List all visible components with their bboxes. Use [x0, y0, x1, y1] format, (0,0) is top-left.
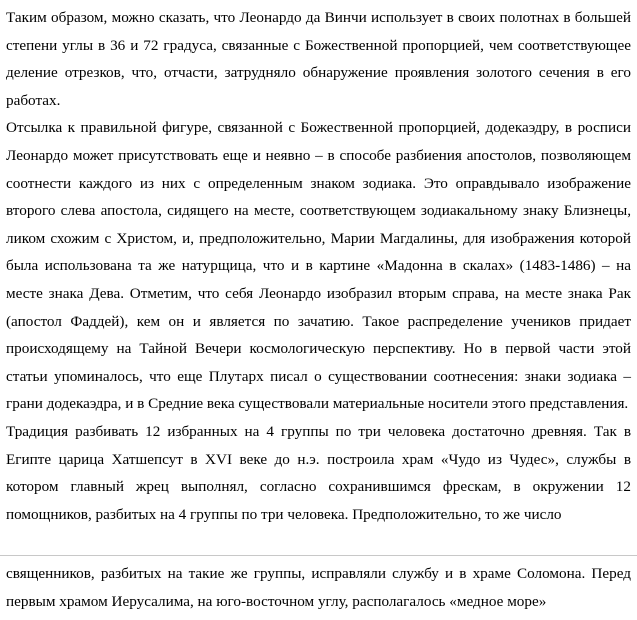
paragraph-dodecahedron-reference: Отсылка к правильной фигуре, связанной с Божественной пропорцией, додекаэдру, в росписи Леонардо может присутствовать еще и неявно – в способе разбиения апостолов, позволяющем соотнести каждого из них с определенным знаком зодиака. Это оправдывало изображение второго слева апостола, сидящего на месте, соответствующем зодиакальному знаку Близнецы, ликом схожим с Христом, и, предположительно, Марии Магдалины, для изображения которой была использована та же натурщица, что и в картине «Мадонна в скалах» (1483-1486) – на месте знака Дева. Отметим, что себя Леонардо изобразил вторым справа, на месте знака Рак (апостол Фаддей), кем он и является по зачатию. Такое распределение учеников придает происходящему на Тайной Вечери космологическую перспективу. Но в первой части этой статьи упоминалось, что еще Плутарх писал о существовании соотнесения: знаки зодиака – грани додекаэдра, и в Средние века существовали материальные носители этого представления.: [6, 119, 631, 413]
paragraph-continuation: священников, разбитых на такие же группы, исправляли службу и в храме Соломона. Перед первым храмом Иерусалима, на юго-восточном углу, располагалось «медное море»: [6, 565, 631, 610]
document-page: [6, 4, 631, 528]
paragraph-golden-angles: Таким образом, можно сказать, что Леонардо да Винчи использует в своих полотнах в большей степени углы в 36 и 72 градуса, связанные с Божественной пропорцией, чем соответствующее деление отрезков, что, отчасти, затрудняло обнаружение проявления золотого сечения в его работах.: [6, 9, 631, 109]
paragraph-tradition-twelve: Традиция разбивать 12 избранных на 4 группы по три человека достаточно древняя. Так в Египте царица Хатшепсут в XVI веке до н.э. построила храм «Чудо из Чудес», службы в котором главный жрец выполнял, согласно сохранившимся фрескам, в окружении 12 помощников, разбитых на 4 группы по три человека. Предположительно, то же число: [6, 422, 631, 523]
document-page-next: [6, 560, 631, 615]
page-break-divider: [0, 555, 637, 556]
